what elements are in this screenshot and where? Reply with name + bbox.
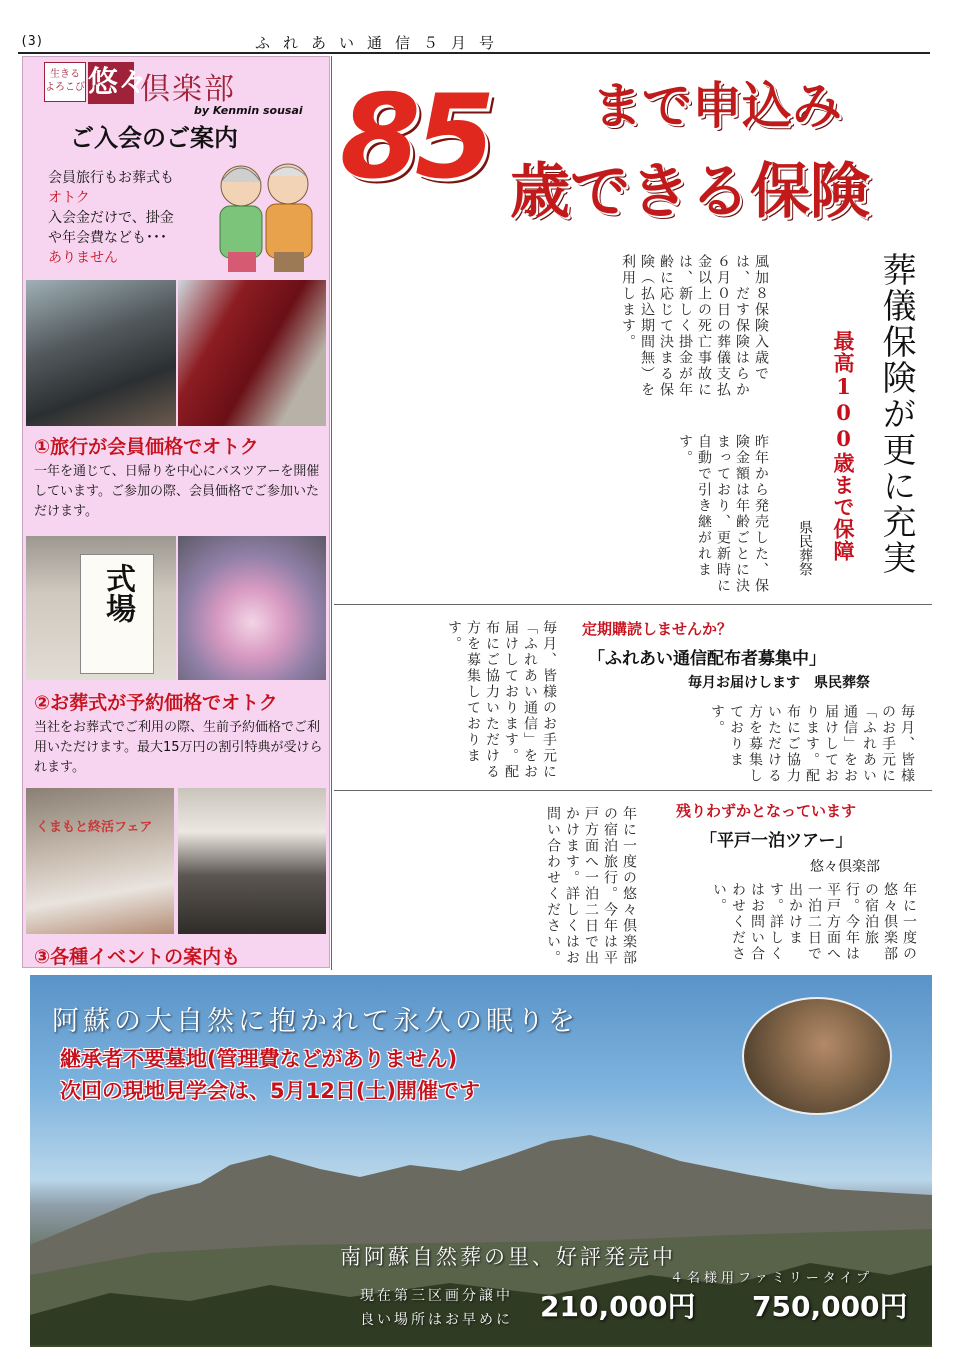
club-logo <box>44 62 324 118</box>
section-travel-heading: ①旅行が会員価格でオトク <box>34 436 259 458</box>
intro-line: ありません <box>48 250 118 266</box>
subscribe-body-continued: 毎月、皆様のお手元に「ふれあい通信」をお届けしております。配布にご協力いただける方を募集しております。 <box>709 704 915 784</box>
intro-line: 入会金だけで、掛金 <box>48 210 174 226</box>
subscribe-heading: 「ふれあい通信配布者募集中」 <box>588 649 826 669</box>
headline-line1: まで申込み <box>592 77 842 135</box>
insurance-title: 葬儀保険が更に充実 <box>876 252 916 576</box>
logo-tagline: 生きる よろこび <box>44 62 86 102</box>
elderly-couple-illustration <box>206 148 322 274</box>
flower-altar-photo <box>178 536 326 680</box>
tour-source: 悠々倶楽部 <box>810 859 880 875</box>
intro-text <box>48 168 218 268</box>
price-family: 750,000円 <box>752 1290 908 1323</box>
section-funeral-body: 当社をお葬式でご利用の際、生前予約価格でご利用いただけます。最大15万円の割引特典が受けられます。 <box>34 720 323 775</box>
plot-status: 現在第三区画分譲中 <box>360 1288 513 1304</box>
intro-line: 会員旅行もお葬式も <box>48 170 174 186</box>
logo-by-text: by Kenmin sousai <box>194 104 303 117</box>
intro-title: ご入会のご案内 <box>70 124 238 152</box>
divider <box>334 604 932 605</box>
family-type-label: ４名様用ファミリータイプ <box>670 1271 874 1286</box>
insurance-headline <box>340 60 932 242</box>
tour-body: 年に一度の悠々倶楽部の宿泊旅行。今年は平戸方面へ一泊二日で出かけます。詳しくはお問い合わせください。 <box>545 806 637 966</box>
headline-age: 85 <box>340 70 490 205</box>
insurance-body-upper: 風加８保険入歳では、だす保険はらか６月０日の葬儀支払金以上の死亡事故には、新しく掛金が年齢に応じて決まる保険（払込期間無）を利用します。 <box>620 254 769 398</box>
early-booking-note: 良い場所はお早めに <box>360 1312 513 1328</box>
logo-main-text: 悠々 <box>88 62 134 104</box>
intro-line: オトク <box>48 190 90 206</box>
divider <box>334 790 932 791</box>
bus-tour-photo <box>26 280 176 426</box>
newsletter-title: ふれあい通信５月号 <box>255 34 508 52</box>
calligraphy-tagline: 阿蘇の大自然に抱かれて永久の眠りを <box>52 1006 579 1037</box>
event-fair-photo <box>26 788 174 934</box>
sale-text: 南阿蘇自然葬の里、好評発売中 <box>340 1245 676 1269</box>
venue-sign: 式場 <box>80 554 154 674</box>
page-number: (3) <box>20 34 44 49</box>
section-travel-body: 一年を通じて、日帰りを中心にバスツアーを開催しています。ご参加の際、会員価格でご参加いただけます。 <box>34 464 320 519</box>
venue-sign-photo <box>26 536 176 680</box>
subscribe-heading-red: 定期購読しませんか？ <box>582 620 733 638</box>
site-tour-date: 次回の現地見学会は、5月12日(土)開催です <box>60 1079 481 1103</box>
section-funeral-heading: ②お葬式が予約価格でオトク <box>34 692 278 714</box>
logo-sub-text: 倶楽部 <box>140 72 236 107</box>
insurance-source: 県民葬祭 <box>797 520 813 576</box>
header-rule <box>18 52 930 54</box>
seminar-photo <box>178 788 326 934</box>
fair-banner: くまもと終活フェア <box>36 820 153 835</box>
tour-heading-red: 残りわずかとなっています <box>676 802 857 820</box>
insurance-subtitle: 最高100歳まで保障 <box>831 330 856 562</box>
aso-cemetery-ad <box>30 975 932 1347</box>
insurance-body-lower: 昨年から発売した、保険金額は年齢ごとに決まっており、更新時に自動で引き継がれます。 <box>677 434 769 594</box>
planting-circle-photo <box>742 997 892 1115</box>
subscribe-body: 毎月、皆様のお手元に「ふれあい通信」をお届けしております。配布にご協力いただける方を募集しております。 <box>446 620 557 780</box>
price-single: 210,000円 <box>540 1290 696 1323</box>
tour-body-continued: 年に一度の悠々倶楽部の宿泊旅行。今年は平戸方面へ一泊二日で出かけます。詳しくはお問い合わせください。 <box>711 882 917 962</box>
headline-line2: 歳できる保険 <box>510 157 870 227</box>
column-divider <box>331 56 332 970</box>
bus-tour-photo <box>178 280 326 426</box>
intro-line: や年会費なども･･･ <box>48 230 167 246</box>
tour-heading: 「平戸一泊ツアー」 <box>700 831 853 851</box>
section-event-heading: ③各種イベントの案内も <box>34 946 241 968</box>
cemetery-feature: 継承者不要墓地(管理費などがありません) <box>60 1047 458 1071</box>
subscribe-source: 毎月お届けします 県民葬祭 <box>688 675 870 691</box>
